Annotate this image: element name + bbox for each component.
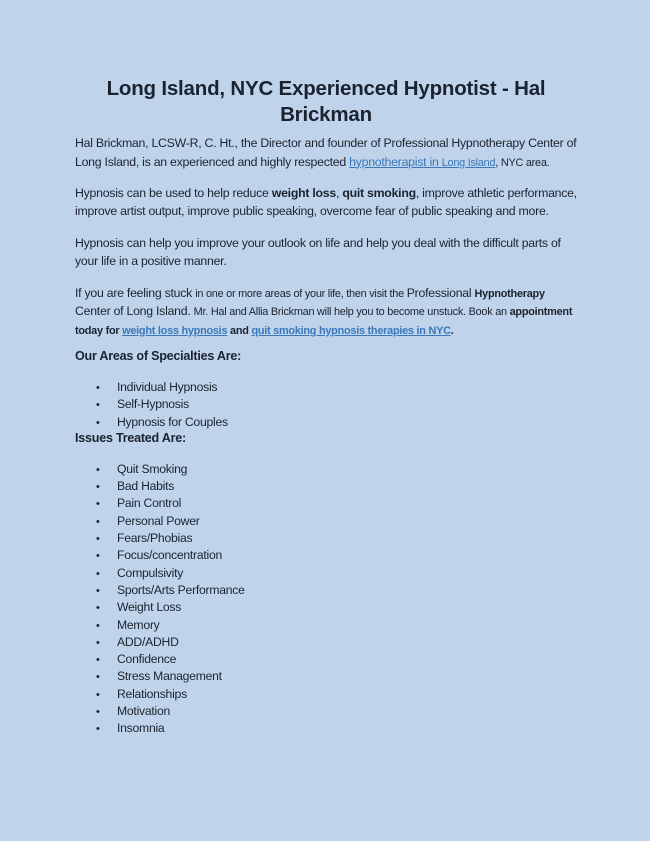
text-segment: Mr. Hal and Allia Brickman will help you to become unstuck. Book an <box>193 306 510 319</box>
text-segment: in one or more areas of your life, then visit the <box>195 287 407 300</box>
bullet-icon: • <box>96 706 100 719</box>
bullet-icon: • <box>96 619 100 632</box>
list-item <box>96 720 577 737</box>
bullet-icon: • <box>96 498 100 511</box>
bullet-icon: • <box>96 481 100 494</box>
list-item-label: Hypnosis for Couples <box>117 414 228 429</box>
list-item <box>96 634 577 651</box>
list-item <box>96 396 577 413</box>
text-segment: , <box>335 185 343 200</box>
list-item <box>96 495 577 512</box>
list-item <box>96 379 577 396</box>
list-item <box>96 703 577 720</box>
text-segment: If you are feeling stuck <box>75 285 196 300</box>
text-segment: Hypnosis can be used to help reduce <box>75 185 272 200</box>
weight-loss-hypnosis-link[interactable]: weight loss hypnosis <box>122 324 228 337</box>
bullet-icon: • <box>96 533 100 546</box>
quit-smoking-hypnosis-nyc-link[interactable]: quit smoking hypnosis therapies in NYC <box>251 324 451 337</box>
text-segment: Hypnosis can help you improve your outlook on life and help you deal with the difficult parts of your life in a positive manner. <box>75 235 561 269</box>
text-segment: . <box>450 324 454 337</box>
bullet-icon: • <box>96 636 100 649</box>
list-item-label: Focus/concentration <box>117 548 222 563</box>
text-segment: Hypnotherapy <box>474 287 545 300</box>
specialties-heading: Our Areas of Specialties Are: <box>75 349 242 363</box>
intro-paragraph <box>75 134 577 171</box>
text-segment: Hal Brickman, LCSW-R, C. Ht., the Director and founder of Professional Hypnotherapy Center of Long Island, is an experienced and highly respected <box>75 136 577 169</box>
bullet-icon: • <box>96 671 100 684</box>
list-item-label: Stress Management <box>117 669 222 684</box>
list-item <box>96 530 577 547</box>
hypnotherapist-in-long-island-link[interactable]: Long Island <box>441 156 496 169</box>
list-item-label: Sports/Arts Performance <box>117 582 245 597</box>
bullet-icon: • <box>96 515 100 528</box>
list-item <box>96 599 577 616</box>
text-segment: , NYC area. <box>495 156 550 169</box>
bullet-icon: • <box>96 399 100 412</box>
list-item <box>96 414 577 431</box>
list-item-label: Insomnia <box>117 721 165 736</box>
list-item-label: Personal Power <box>117 513 200 528</box>
cta-paragraph <box>75 284 577 339</box>
list-item <box>96 651 577 668</box>
hypnotherapist-in-long-island-link[interactable]: hypnotherapist in <box>349 154 442 169</box>
list-item-label: Confidence <box>117 652 177 667</box>
list-item <box>96 547 577 564</box>
text-segment: , improve athletic performance, improve artist output, improve public speaking, overcome fear of public speaking and more. <box>75 185 577 219</box>
bullet-icon: • <box>96 463 100 476</box>
list-item <box>96 513 577 530</box>
issues-list <box>75 459 577 738</box>
list-item-label: Pain Control <box>117 496 182 511</box>
bullet-icon: • <box>96 584 100 597</box>
bullet-icon: • <box>96 416 100 429</box>
body-paragraphs <box>75 134 577 339</box>
text-segment: quit smoking <box>342 185 416 200</box>
specialties-list <box>75 377 577 431</box>
text-segment: Center of Long Island. <box>75 304 194 319</box>
list-item-label: Fears/Phobias <box>117 531 193 546</box>
list-item-label: Compulsivity <box>117 565 184 580</box>
list-item-label: Relationships <box>117 686 187 701</box>
outlook-paragraph <box>75 234 577 271</box>
list-item-label: Individual Hypnosis <box>117 380 218 394</box>
bullet-icon: • <box>96 654 100 667</box>
bullet-icon: • <box>96 723 100 736</box>
uses-paragraph <box>75 184 577 221</box>
bullet-icon: • <box>96 382 100 394</box>
bullet-icon: • <box>96 550 100 563</box>
list-item <box>96 582 577 599</box>
list-item-label: Motivation <box>117 704 171 719</box>
list-item <box>96 461 577 478</box>
bullet-icon: • <box>96 688 100 701</box>
text-segment: Professional <box>406 285 475 300</box>
list-item-label: Quit Smoking <box>117 461 188 476</box>
list-item <box>96 686 577 703</box>
page-title: Long Island, NYC Experienced Hypnotist - Hal Brickman <box>106 77 546 127</box>
bullet-icon: • <box>96 602 100 615</box>
list-item <box>96 478 577 495</box>
text-segment: appointment today for <box>75 306 573 337</box>
list-item <box>96 565 577 582</box>
list-item-label: Bad Habits <box>117 479 175 494</box>
issues-heading: Issues Treated Are: <box>75 430 186 445</box>
list-item-label: Self-Hypnosis <box>117 397 189 412</box>
list-item <box>96 617 577 634</box>
list-item-label: Weight Loss <box>117 600 182 615</box>
text-segment: and <box>227 324 252 337</box>
list-item <box>96 668 577 685</box>
list-item-label: Memory <box>117 617 160 632</box>
list-item-label: ADD/ADHD <box>117 634 179 649</box>
text-segment: weight loss <box>271 185 336 200</box>
bullet-icon: • <box>96 567 100 580</box>
